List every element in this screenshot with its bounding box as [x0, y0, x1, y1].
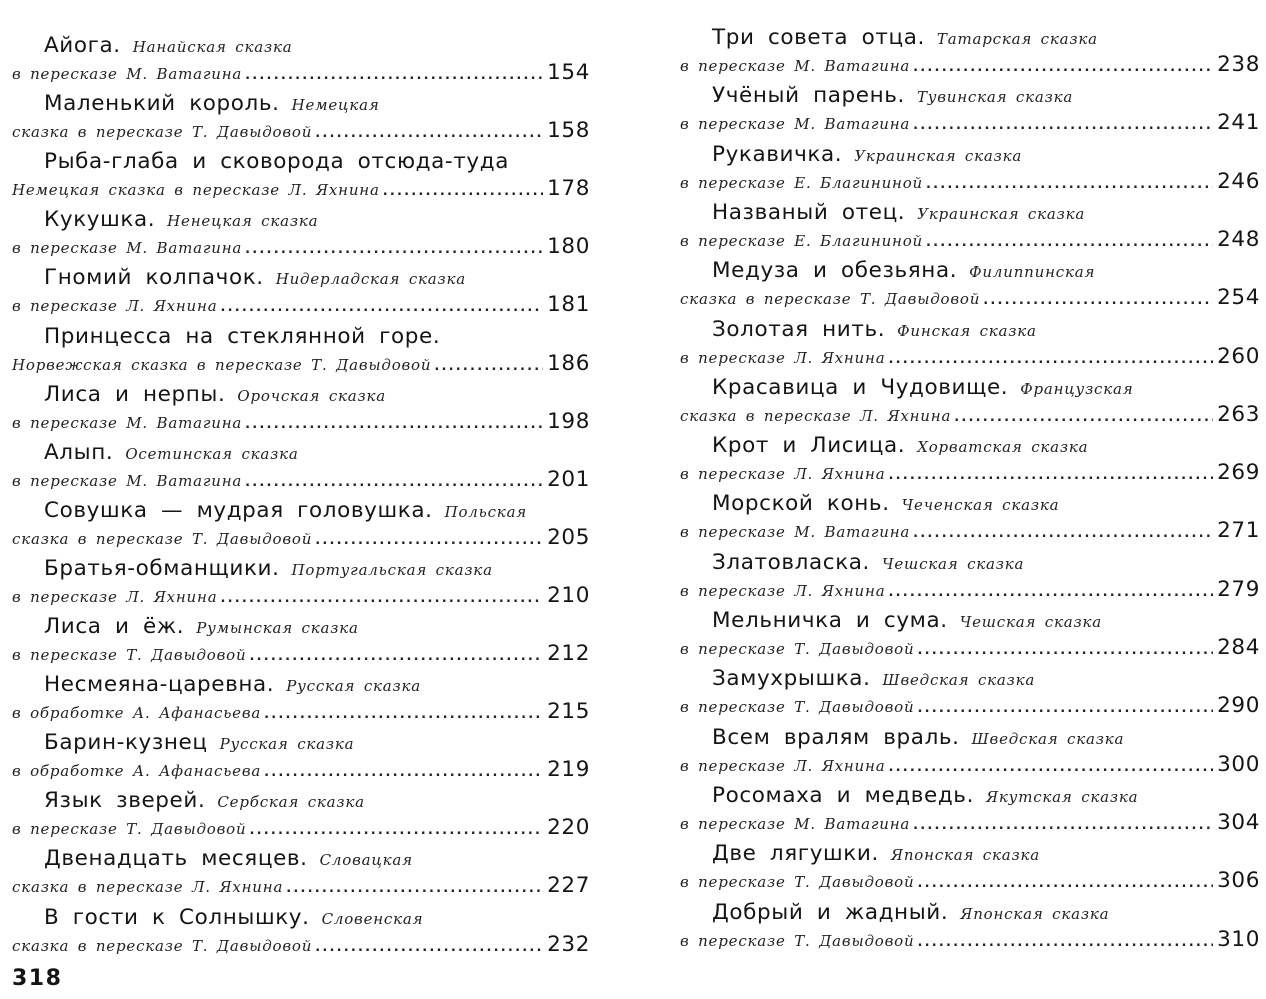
toc-entry-page: 198 [547, 408, 590, 434]
toc-entry-credit-line [680, 460, 1260, 489]
toc-entry-title: Всем вралям враль. [712, 724, 960, 750]
toc-entry-origin: Тувинская сказка [916, 88, 1074, 107]
toc-entry-credit: в пересказе М. Ватагина [12, 239, 243, 258]
toc-entry-page: 178 [547, 176, 590, 202]
toc-entry-heading [44, 614, 590, 641]
toc-entry [680, 142, 1260, 200]
toc-entry-origin: Сербская сказка [217, 793, 365, 812]
toc-entry-credit-line [12, 118, 590, 147]
toc-entry-page: 238 [1217, 52, 1260, 77]
toc-entry [12, 324, 590, 382]
toc-entry-credit-line [680, 518, 1260, 547]
toc-entry-credit-line [12, 873, 590, 902]
toc-entry-origin: Словацкая [319, 851, 413, 870]
dot-leader [264, 702, 543, 728]
toc-entry-title: Золотая нить. [712, 316, 886, 342]
toc-entry-title: Гномий колпачок. [44, 265, 264, 291]
toc-entry-heading [44, 846, 590, 873]
toc-entry-heading [44, 91, 590, 118]
toc-entry-page: 246 [1217, 168, 1260, 194]
toc-entry-heading [44, 149, 590, 176]
toc-entry [12, 382, 590, 440]
toc-entry [12, 846, 590, 904]
dot-leader [245, 470, 543, 496]
toc-entry-credit-line [12, 932, 590, 961]
toc-entry-credit-line [12, 60, 590, 89]
toc-entry-origin: Ненецкая сказка [167, 212, 319, 231]
toc-entry-title: Рыба-глаба и сковорода отсюда-туда [44, 149, 509, 175]
toc-entry-credit: в пересказе Т. Давыдовой [12, 646, 247, 664]
toc-entry [680, 841, 1260, 899]
toc-entry-credit: в пересказе Т. Давыдовой [680, 698, 915, 717]
toc-entry-credit-line [12, 467, 590, 496]
dot-leader [220, 295, 543, 321]
toc-entry-credit: в пересказе Т. Давыдовой [680, 931, 915, 950]
toc-entry-credit-line [680, 577, 1260, 606]
toc-entry-origin: Нидерладская сказка [275, 270, 467, 289]
toc-entry-origin: Словенская [321, 909, 424, 928]
toc-entry-page: 180 [547, 234, 590, 260]
toc-entry-page: 210 [547, 582, 590, 608]
dot-leader [954, 405, 1213, 431]
toc-entry-credit: в пересказе Т. Давыдовой [12, 820, 247, 839]
toc-entry-title: Принцесса на стеклянной горе. [44, 323, 441, 349]
toc-entry [680, 317, 1260, 375]
dot-leader [913, 521, 1213, 547]
toc-entry-origin: Филиппинская [969, 263, 1096, 282]
dot-leader [917, 696, 1213, 722]
dot-leader [245, 412, 543, 438]
toc-entry-credit: в пересказе М. Ватагина [12, 471, 243, 490]
dot-leader [264, 760, 543, 786]
toc-entry-title: Замухрышка. [712, 666, 871, 692]
dot-leader [917, 871, 1213, 897]
dot-leader [286, 876, 543, 902]
dot-leader [983, 288, 1213, 314]
toc-entry [680, 375, 1260, 433]
toc-entry [12, 440, 590, 498]
dot-leader [245, 63, 543, 89]
toc-entry-heading [712, 433, 1260, 460]
toc-entry [680, 433, 1260, 491]
toc-entry-title: Братья-обманщики. [44, 555, 280, 581]
toc-entry-page: 158 [547, 118, 590, 144]
toc-entry-heading [44, 33, 590, 60]
toc-entry-origin: Орочская сказка [237, 386, 387, 405]
toc-entry-credit-line [12, 699, 590, 728]
toc-entry-origin: Японская сказка [960, 904, 1110, 923]
toc-entry-page: 310 [1217, 926, 1260, 952]
toc-entry [680, 200, 1260, 258]
toc-entry-credit-line [680, 169, 1260, 198]
toc-entry [680, 258, 1260, 316]
toc-entry-heading [712, 725, 1260, 752]
toc-entry-origin: Нанайская сказка [132, 38, 293, 56]
toc-entry-heading [44, 556, 590, 583]
toc-entry-page: 241 [1217, 110, 1260, 136]
toc-entry-origin: Якутская сказка [986, 787, 1139, 806]
toc-entry-heading [712, 25, 1260, 52]
toc-entry-title: Названый отец. [712, 199, 906, 225]
toc-entry-origin: Чешская сказка [881, 554, 1025, 573]
toc-entry-page: 304 [1217, 809, 1260, 835]
toc-entry-credit: в обработке А. Афанасьева [12, 704, 262, 723]
toc-entry-page: 269 [1217, 460, 1260, 486]
toc-entry-title: Айога. [44, 33, 121, 58]
toc-entry-origin: Русская сказка [286, 677, 421, 696]
toc-entry-credit: Норвежская сказка в пересказе Т. Давыдовой [12, 355, 432, 374]
toc-entry-credit: в пересказе М. Ватагина [680, 523, 911, 542]
toc-entry-title: Барин-кузнец [44, 730, 208, 756]
toc-entry-credit-line [680, 344, 1260, 373]
dot-leader [245, 237, 543, 263]
page-number: 318 [12, 966, 63, 991]
toc-entry-title: Кукушка. [44, 207, 156, 233]
dot-leader [913, 55, 1213, 81]
toc-entry-heading [44, 265, 590, 292]
dot-leader [315, 121, 543, 147]
toc-entry-credit-line [12, 583, 590, 612]
toc-entry-title: Язык зверей. [44, 788, 206, 814]
toc-entry [12, 265, 590, 323]
toc-entry-heading [712, 375, 1260, 402]
toc-entry-heading [712, 900, 1260, 927]
dot-leader [926, 172, 1213, 198]
toc-entry-credit-line [680, 227, 1260, 256]
toc-entry-credit: в пересказе М. Ватагина [680, 814, 911, 833]
toc-entry-credit-line [680, 110, 1260, 139]
toc-entry-page: 300 [1217, 751, 1260, 777]
toc-entry-origin: Румынская сказка [196, 619, 359, 637]
toc-entry-credit: в обработке А. Афанасьева [12, 762, 262, 781]
toc-entry-heading [712, 550, 1260, 577]
toc-entry-page: 181 [547, 292, 590, 318]
toc-entry-origin: Португальская сказка [291, 560, 493, 579]
toc-entry-credit: в пересказе Л. Яхнина [12, 587, 218, 606]
toc-entry-origin: Японская сказка [890, 846, 1040, 865]
toc-entry-title: Крот и Лисица. [712, 433, 906, 459]
toc-entry-heading [712, 491, 1260, 518]
toc-entry-credit: в пересказе Л. Яхнина [680, 756, 886, 775]
toc-entry-origin: Шведская сказка [882, 671, 1036, 690]
toc-entry-origin: Украинская сказка [854, 146, 1023, 165]
dot-leader [888, 463, 1213, 489]
toc-entry-origin: Чеченская сказка [901, 496, 1060, 515]
toc-entry-credit: сказка в пересказе Т. Давыдовой [12, 123, 313, 142]
toc-entry-credit: в пересказе Л. Яхнина [680, 465, 886, 484]
dot-leader [434, 354, 543, 380]
toc-entry-title: Медуза и обезьяна. [712, 258, 958, 284]
toc-entry-credit-line [680, 402, 1260, 431]
toc-entry-origin: Французская [1020, 379, 1134, 398]
toc-entry [680, 900, 1260, 958]
toc-entry-credit-line [12, 815, 590, 844]
toc-entry-heading [44, 382, 590, 409]
toc-entry-credit: в пересказе Т. Давыдовой [680, 640, 915, 658]
toc-entry-page: 227 [547, 873, 590, 899]
toc-entry [12, 672, 590, 730]
toc-entry-origin: Чешская сказка [959, 613, 1102, 631]
dot-leader [917, 930, 1213, 956]
toc-entry [680, 550, 1260, 608]
toc-entry-page: 205 [547, 524, 590, 550]
toc-entry-title: Златовласка. [712, 549, 870, 575]
toc-entry-heading [44, 207, 590, 234]
dot-leader [888, 755, 1213, 781]
toc-entry-title: Мельничка и сума. [712, 608, 948, 633]
dot-leader [315, 528, 543, 554]
toc-entry-credit-line [680, 868, 1260, 897]
dot-leader [926, 230, 1213, 256]
toc-entry-page: 201 [547, 466, 590, 492]
toc-entry-origin: Русская сказка [219, 735, 355, 754]
toc-entry-page: 279 [1217, 576, 1260, 602]
toc-entry-credit: в пересказе М. Ватагина [12, 413, 243, 432]
toc-entry-credit: сказка в пересказе Т. Давыдовой [12, 936, 313, 955]
toc-entry-origin: Хорватская сказка [917, 438, 1089, 457]
toc-entry-heading [44, 730, 590, 757]
toc-entry-heading [44, 905, 590, 932]
toc-entry-credit: в пересказе М. Ватагина [12, 65, 243, 83]
toc-entry-credit: в пересказе Л. Яхнина [680, 348, 886, 367]
dot-leader [913, 813, 1213, 839]
toc-entry-title: Учёный парень. [712, 83, 905, 109]
toc-entry-origin: Финская сказка [897, 321, 1037, 340]
toc-entry-page: 215 [547, 699, 590, 725]
toc-entry [12, 33, 590, 91]
toc-entry [680, 491, 1260, 549]
toc-entry-credit: Немецкая сказка в пересказе Л. Яхнина [12, 181, 380, 200]
toc-entry-credit-line [680, 693, 1260, 722]
toc-entry-page: 290 [1217, 693, 1260, 719]
toc-entry-origin: Польская [444, 502, 528, 521]
toc-entry-title: Росомаха и медведь. [712, 782, 975, 808]
toc-entry [12, 905, 590, 963]
toc-entry-credit-line [12, 351, 590, 380]
toc-entry-heading [44, 788, 590, 815]
toc-entry-credit-line [680, 927, 1260, 956]
toc-entry-title: Лиса и нерпы. [44, 381, 226, 407]
toc-entry-page: 254 [1217, 285, 1260, 311]
toc-entry-page: 263 [1217, 401, 1260, 427]
toc-entry-origin: Шведская сказка [971, 729, 1125, 748]
toc-entry-title: Морской конь. [712, 491, 890, 517]
toc-entry-heading [44, 324, 590, 351]
toc-entry-title: В гости к Солнышку. [44, 904, 310, 930]
toc-entry-credit-line [12, 409, 590, 438]
toc-entry [12, 614, 590, 672]
toc-entry [12, 498, 590, 556]
toc-entry-title: Алып. [44, 439, 114, 465]
toc-entry-heading [712, 142, 1260, 169]
toc-entry-heading [712, 83, 1260, 110]
toc-entry-heading [712, 666, 1260, 693]
dot-leader [888, 580, 1213, 606]
toc-entry-page: 186 [547, 350, 590, 376]
toc-entry-origin: Осетинская сказка [125, 444, 299, 463]
toc-entry [680, 783, 1260, 841]
dot-leader [315, 935, 543, 961]
toc-entry [680, 608, 1260, 666]
toc-entry-heading [712, 783, 1260, 810]
dot-leader [249, 644, 543, 670]
toc-entry-title: Совушка — мудрая головушка. [44, 497, 433, 523]
toc-entry-title: Добрый и жадный. [712, 899, 949, 925]
toc-entry [12, 149, 590, 207]
toc-entry-credit-line [12, 292, 590, 321]
toc-entry-page: 260 [1217, 343, 1260, 369]
toc-entry-title: Лиса и ёж. [44, 614, 185, 639]
toc-entry [12, 788, 590, 846]
toc-entry-credit-line [12, 234, 590, 263]
toc-entry [680, 666, 1260, 724]
toc-entry-title: Три совета отца. [712, 25, 925, 50]
dot-leader [888, 347, 1213, 373]
toc-entry [12, 207, 590, 265]
toc-entry-page: 248 [1217, 226, 1260, 252]
toc-entry-credit: в пересказе Е. Благининой [680, 173, 923, 192]
toc-entry-title: Двенадцать месяцев. [44, 846, 308, 872]
dot-leader [383, 179, 543, 205]
toc-entry-title: Рукавичка. [712, 141, 843, 167]
toc-entry [12, 730, 590, 788]
toc-entry-origin: Украинская сказка [917, 204, 1086, 223]
toc-entry-title: Две лягушки. [712, 841, 879, 867]
toc-entry-page: 271 [1217, 518, 1260, 544]
toc-entry-credit: в пересказе Л. Яхнина [12, 297, 218, 316]
toc-entry-credit: в пересказе Е. Благининой [680, 231, 923, 250]
toc-entry-credit-line [12, 176, 590, 205]
toc-entry-credit: сказка в пересказе Т. Давыдовой [12, 529, 313, 548]
toc-entry-credit: сказка в пересказе Т. Давыдовой [680, 290, 981, 309]
toc-entry-page: 232 [547, 931, 590, 957]
toc-entry-credit: в пересказе Л. Яхнина [680, 581, 886, 600]
toc-entry-origin: Татарская сказка [936, 30, 1098, 48]
toc-entry-heading [44, 498, 590, 525]
toc-entry [680, 83, 1260, 141]
dot-leader [249, 818, 543, 844]
toc-entry-credit-line [12, 641, 590, 670]
toc-entry-credit-line [680, 635, 1260, 664]
toc-entry-page: 220 [547, 815, 590, 841]
toc-entry-credit: сказка в пересказе Л. Яхнина [12, 878, 284, 897]
toc-entry-credit: сказка в пересказе Л. Яхнина [680, 406, 952, 425]
toc-entry-credit-line [680, 810, 1260, 839]
toc-entry [12, 91, 590, 149]
toc-entry-credit-line [680, 752, 1260, 781]
toc-entry-page: 306 [1217, 868, 1260, 894]
toc-entry-credit: в пересказе М. Ватагина [680, 115, 911, 134]
toc-entry-heading [712, 317, 1260, 344]
dot-leader [913, 113, 1213, 139]
toc-entry [680, 25, 1260, 83]
toc-entry-heading [712, 258, 1260, 285]
toc-entry-credit-line [12, 757, 590, 786]
toc-entry-credit-line [680, 52, 1260, 81]
toc-entry [12, 556, 590, 614]
toc-entry-credit: в пересказе М. Ватагина [680, 57, 911, 75]
toc-entry-page: 284 [1217, 635, 1260, 660]
toc-entry-title: Красавица и Чудовище. [712, 374, 1009, 400]
toc-entry-origin: Немецкая [291, 96, 380, 115]
toc-entry-title: Маленький король. [44, 91, 280, 117]
toc-entry-heading [44, 672, 590, 699]
toc-entry-page: 212 [547, 641, 590, 666]
toc-entry-heading [712, 841, 1260, 868]
toc-entry-heading [44, 440, 590, 467]
toc-entry-heading [712, 608, 1260, 635]
dot-leader [917, 638, 1213, 664]
toc-entry-credit-line [680, 285, 1260, 314]
toc-entry [680, 725, 1260, 783]
toc-entry-page: 154 [547, 60, 590, 85]
toc-entry-credit-line [12, 525, 590, 554]
toc-entry-page: 219 [547, 757, 590, 783]
toc-entry-credit: в пересказе Т. Давыдовой [680, 873, 915, 892]
toc-entry-title: Несмеяна-царевна. [44, 672, 275, 698]
dot-leader [220, 586, 543, 612]
toc-entry-heading [712, 200, 1260, 227]
